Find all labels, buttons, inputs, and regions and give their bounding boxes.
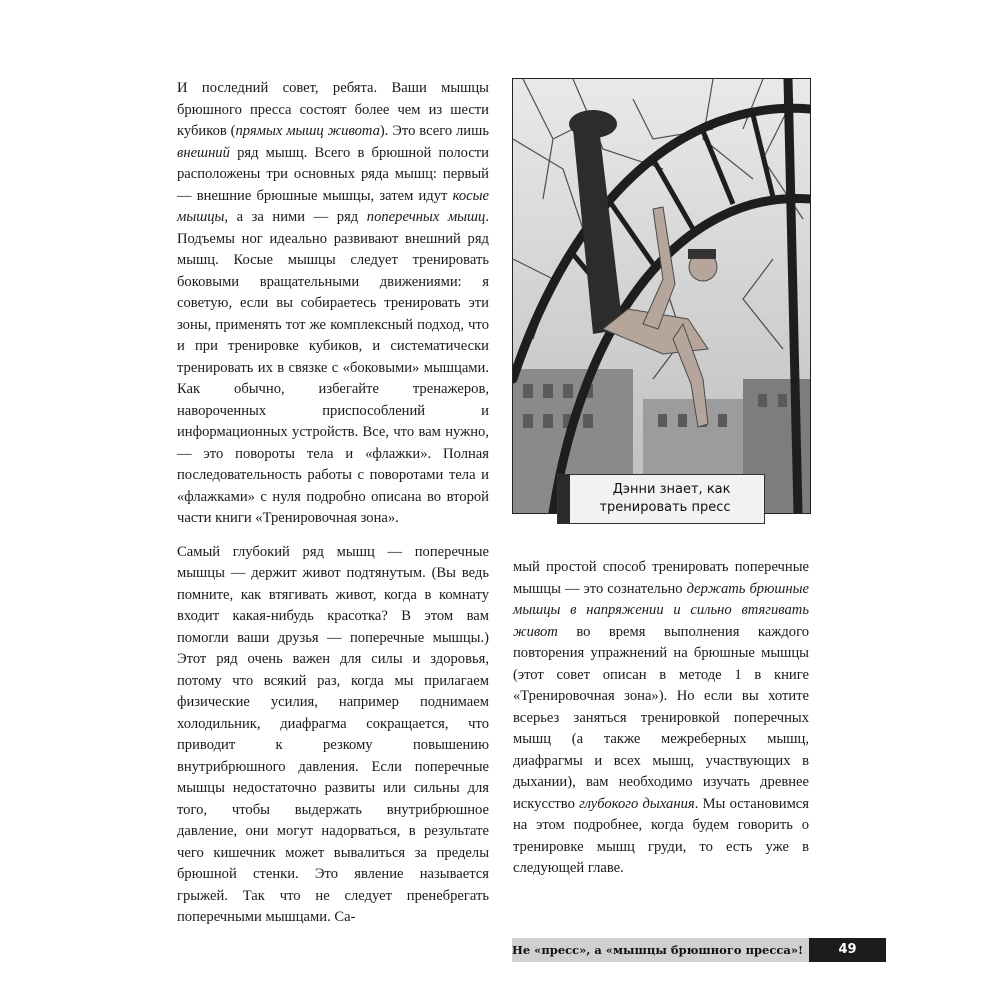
paragraph-1 <box>177 78 489 530</box>
caption-text <box>585 481 736 517</box>
paragraph-2: Самый глубокий ряд мышц — поперечные мышцы — держит живот подтянутым. (Вы ведь помните, как втягивать живот, когда в комнату входит какая-нибудь красотка? В этом вам помогли ваши друзья — поперечные мышцы.) Этот ряд очень важен для силы и здоровья, потому что всякий раз, когда мы прилагаем физические усилия, например поднимаем холодильник, диафрагма сокращается, что приводит к резкому повышению внутрибрюшного давления. Если поперечные мышцы недостаточно развиты или сильны для того, чтобы выдержать внутрибрюшное давление, они могут надорваться, в результате чего кишечник может вывалиться за пределы брюшной стенки. Это явление называется грыжей. Так что не следует пренебрегать поперечными мышцами. Са- <box>177 543 489 925</box>
workout-photo <box>512 78 811 514</box>
text-run: . Мы остановимся на этом подробнее, когда будем говорить о тренировке мышц груди, то есть уже в следующей главе. <box>513 795 809 876</box>
caption-line: тренировать пресс <box>599 500 731 515</box>
running-title: Не «пресс», а «мышцы брюшного пресса»! <box>512 938 809 962</box>
text-run: во время выполнения каждого повторения упражнений на брюшные мышцы (этот совет описан в методе 1 в книге «Тренировочная зона»). Но если вы хотите всерьез заняться тренировкой поперечных мышц (а также межреберных мышц, диафрагмы и всех мышц, участвующих в дыхании), вам необходимо изучать древнее искусство <box>513 623 809 812</box>
text-run: ряд мышц. Всего в брюшной полости расположены три основных ряда мышц: первый — внешние брюшные мышцы, затем идут <box>177 144 489 204</box>
caption-line: Дэнни знает, как <box>612 482 731 497</box>
italic-run: косые мышцы <box>177 187 489 225</box>
text-run: И последний совет, ребята. Ваши мышцы брюшного пресса состоят более чем из шести кубиков ( <box>177 80 489 139</box>
photo-caption <box>557 474 765 524</box>
italic-run: внешний <box>177 144 230 161</box>
text-run: . Подъемы ног идеально развивают внешний ряд мышц. Косые мышцы следует тренировать боковыми вращательными движениями: я советую, если вы собираетесь тренировать эти зоны, применять тот же комплексный подход, что и при тренировке кубиков, и систематически тренировать их в связке с «боковыми» мышцами. Как обычно, избегайте тренажеров, навороченных приспособлений и информационных устройств. Все, что вам нужно, — это повороты тела и «флажки». Полная последовательность работы с поворотами тела и «флажками» с нуля подробно описана во второй части книги «Тренировочная зона». <box>177 209 490 526</box>
page-number: 49 <box>809 938 886 962</box>
italic-run: поперечных мышц <box>366 209 486 225</box>
text-run: ). Это всего лишь <box>379 123 489 139</box>
paragraph-3 <box>513 557 809 880</box>
text-run: мый простой способ тренировать поперечные мышцы — это сознательно <box>513 559 809 597</box>
right-text-column <box>513 557 809 880</box>
italic-run: глубокого дыхания <box>579 795 695 812</box>
left-text-column <box>177 78 489 929</box>
italic-run: держать брюшные мышцы в напряжении и сильно втягивать живот <box>513 580 809 640</box>
italic-run: прямых мышц живота <box>235 123 380 139</box>
text-run: , а за ними — ряд <box>224 209 367 225</box>
page-footer <box>512 938 886 962</box>
photo-illustration <box>513 79 810 513</box>
caption-accent-bar <box>558 475 570 523</box>
